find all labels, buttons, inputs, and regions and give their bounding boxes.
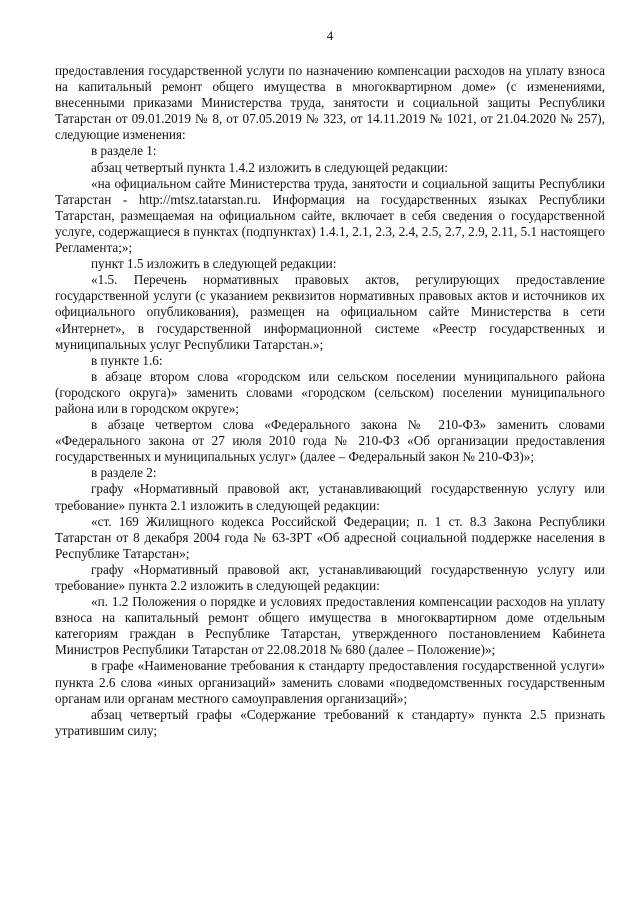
paragraph: графу «Нормативный правовой акт, устанавливающий государственную услугу или требование» пункта 2.2 изложить в следующей редакции:: [55, 561, 605, 593]
paragraph: «на официальном сайте Министерства труда, занятости и социальной защиты Республики Татарстан - http://mtsz.tatarstan.ru. Информация на государственных языках Республики Татарстан, размещаемая на официальном сайте, включает в себя сведения о государственной услуге, содержащиеся в пунктах (подпунктах) 1.4.1, 2.1, 2.3, 2.4, 2.5, 2.7, 2.9, 2.11, 5.1 настоящего Регламента;»;: [55, 175, 605, 256]
paragraph: в разделе 2:: [91, 465, 157, 481]
paragraph: в пункте 1.6:: [91, 352, 163, 368]
paragraph: в разделе 1:: [91, 143, 157, 159]
paragraph: «ст. 169 Жилищного кодекса Российской Федерации; п. 1 ст. 8.3 Закона Республики Татарстан от 8 декабря 2004 года № 63-ЗРТ «Об адресной социальной поддержке населения в Республике Татарстан»;: [55, 513, 605, 561]
paragraph: в графе «Наименование требования к стандарту предоставления государственной услуги» пункта 2.6 слова «иных организаций» заменить словами «подведомственных государственным органам или органам местного самоуправления организаций»;: [55, 658, 605, 706]
document-body: [55, 63, 605, 739]
paragraph: абзац четвертый пункта 1.4.2 изложить в следующей редакции:: [91, 159, 448, 175]
paragraph: в абзаце четвертом слова «Федерального закона № 210-ФЗ» заменить словами «Федерального закона от 27 июля 2010 года № 210-ФЗ «Об организации предоставления государственных и муниципальных услуг» (далее – Федеральный закон № 210-ФЗ)»;: [55, 417, 605, 465]
paragraph: «1.5. Перечень нормативных правовых актов, регулирующих предоставление государственной услуги (с указанием реквизитов нормативных правовых актов и источников их официального опубликования), размещен на официальном сайте Министерства в сети «Интернет», в государственной информационной системе «Реестр государственных и муниципальных услуг Республики Татарстан.»;: [55, 272, 605, 352]
paragraph: пункт 1.5 изложить в следующей редакции:: [91, 256, 337, 272]
paragraph: абзац четвертый графы «Содержание требований к стандарту» пункта 2.5 признать утратившим силу;: [55, 706, 605, 738]
paragraph: в абзаце втором слова «городском или сельском поселении муниципального района (городского округа)» заменить словами «городском (сельском) поселении муниципального района или в городском округе»;: [55, 368, 605, 416]
paragraph: «п. 1.2 Положения о порядке и условиях предоставления компенсации расходов на уплату взноса на капитальный ремонт общего имущества в многоквартирном доме отдельным категориям граждан в Республике Татарстан, утвержденного постановлением Кабинета Министров Республики Татарстан от 22.08.2018 № 680 (далее – Положение)»;: [55, 594, 605, 658]
paragraph: графу «Нормативный правовой акт, устанавливающий государственную услугу или требование» пункта 2.1 изложить в следующей редакции:: [55, 481, 605, 513]
paragraph: предоставления государственной услуги по назначению компенсации расходов на уплату взноса на капитальный ремонт общего имущества в многоквартирном доме» (с изменениями, внесенными приказами Министерства труда, занятости и социальной защиты Республики Татарстан от 09.01.2019 № 8, от 07.05.2019 № 323, от 14.11.2019 № 1021, от 21.04.2020 № 257), следующие изменения:: [55, 63, 605, 143]
page-number: 4: [326, 28, 334, 43]
document-page: [55, 28, 605, 739]
